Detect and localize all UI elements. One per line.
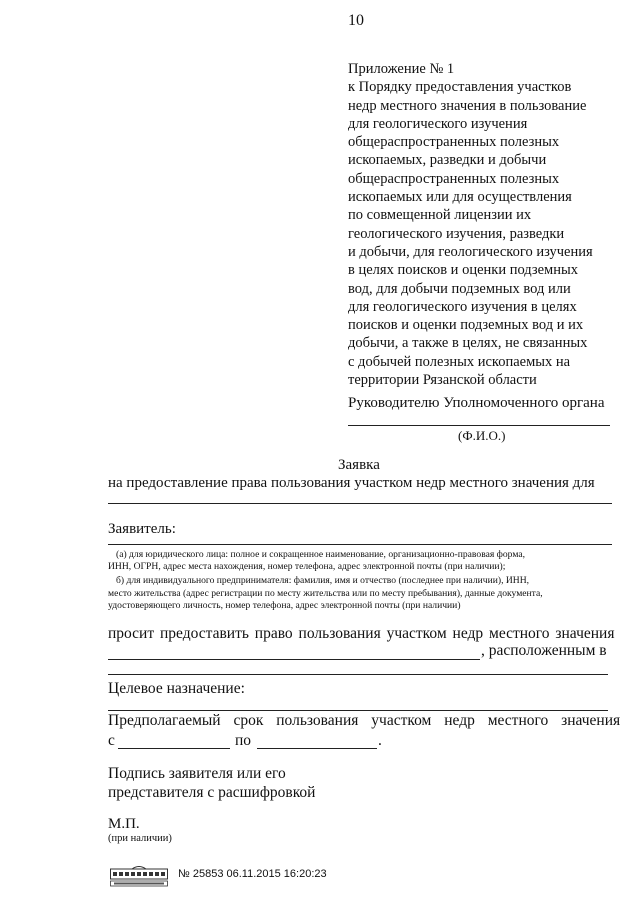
- appendix-line: добычи, а также в целях, не связанных: [348, 335, 588, 352]
- appendix-line: ископаемых, разведки и добычи: [348, 152, 547, 169]
- registration-number: № 25853 06.11.2015 16:20:23: [178, 868, 327, 880]
- purpose-blank-line: [108, 503, 612, 504]
- term-from-label: с: [108, 732, 115, 749]
- appendix-line: общераспространенных полезных: [348, 134, 560, 151]
- seal-label: М.П.: [108, 816, 140, 832]
- appendix-line: геологического изучения, разведки: [348, 225, 565, 242]
- recipient-name-line: [348, 425, 610, 426]
- term-to-label: по: [235, 732, 252, 749]
- appendix-line: для геологического изучения: [348, 115, 528, 132]
- appendix-line: и добычи, для геологического изучения: [348, 243, 593, 260]
- request-text: просит предоставить право пользования участком недр местного значения: [108, 625, 615, 642]
- signature-label-2: представителя с расшифровкой: [108, 784, 316, 801]
- note-entrepreneur-2: место жительства (адрес регистрации по месту жительства или по месту пребывания), данные документа,: [108, 588, 543, 599]
- appendix-line: недр местного значения в пользование: [348, 97, 587, 114]
- page-number: 10: [348, 12, 364, 29]
- fio-caption: (Ф.И.О.): [458, 428, 506, 443]
- appendix-line: территории Рязанской области: [348, 372, 537, 389]
- located-in-text: , расположенным в: [481, 642, 607, 659]
- appendix-line: поисков и оценки подземных вод и их: [348, 317, 584, 334]
- note-legal-entity-2: ИНН, ОГРН, адрес места нахождения, номер телефона, адрес электронной почты (при наличии);: [108, 561, 506, 572]
- purpose-label: Целевое назначение:: [108, 680, 245, 697]
- applicant-label: Заявитель:: [108, 521, 176, 537]
- note-legal-entity-1: (а) для юридического лица: полное и сокращенное наименование, организационно-правовая форма,: [116, 549, 525, 560]
- form-subtitle: на предоставление права пользования участком недр местного значения для: [108, 475, 595, 491]
- recipient-heading: Руководителю Уполномоченного органа: [348, 395, 605, 411]
- term-from-line: [118, 748, 230, 749]
- form-title: Заявка: [338, 457, 380, 473]
- note-entrepreneur-1: б) для индивидуального предпринимателя: фамилия, имя и отчество (последнее при наличии), ИНН,: [116, 575, 530, 586]
- appendix-line: для геологического изучения в целях: [348, 298, 577, 315]
- location-blank-line: [108, 674, 608, 675]
- request-blank-line: [108, 659, 480, 660]
- term-text: Предполагаемый срок пользования участком недр местного значения: [108, 712, 621, 729]
- appendix-line: в целях поисков и оценки подземных: [348, 262, 578, 279]
- appendix-line: Приложение № 1: [348, 61, 455, 77]
- appendix-line: ископаемых или для осуществления: [348, 189, 572, 206]
- purpose-line: [108, 710, 608, 711]
- appendix-header: [348, 60, 593, 389]
- seal-note: (при наличии): [108, 833, 172, 844]
- term-period: .: [378, 732, 382, 749]
- appendix-line: вод, для добычи подземных вод или: [348, 280, 571, 297]
- appendix-line: общераспространенных полезных: [348, 170, 560, 187]
- appendix-line: с добычей полезных ископаемых на: [348, 353, 571, 370]
- signature-label-1: Подпись заявителя или его: [108, 765, 286, 782]
- note-entrepreneur-3: удостоверяющего личность, номер телефона, адрес электронной почты (при наличии): [108, 600, 461, 611]
- registry-stamp-logo: [110, 866, 168, 888]
- term-to-line: [257, 748, 377, 749]
- appendix-line: по совмещенной лицензии их: [348, 207, 532, 224]
- appendix-line: к Порядку предоставления участков: [348, 79, 572, 96]
- applicant-blank-line: [108, 544, 612, 545]
